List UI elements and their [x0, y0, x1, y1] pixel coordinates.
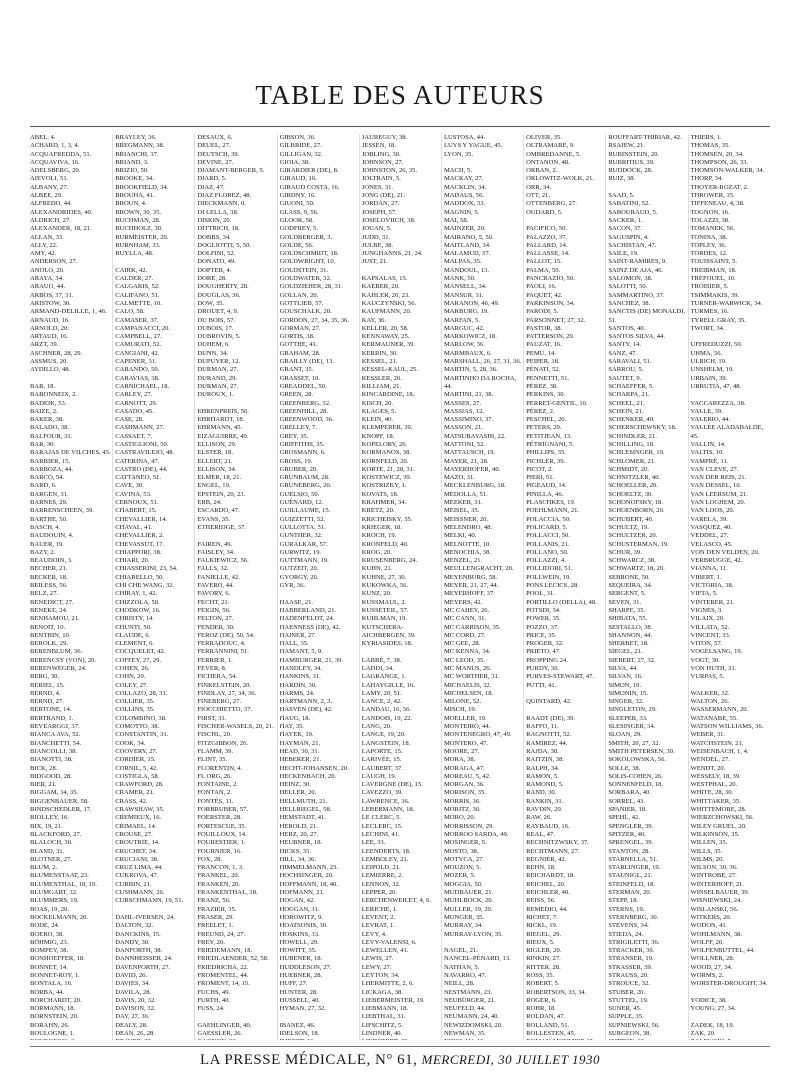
- author-column: THIERS, 1. THOMAS, 35. THOMSEN, 20, 34. THOMPSON, 26, 33. THOMSON-WALKER, 34. THORP, 34. THOYER-ROZAT, 2. THROWER, 35. TIFFENEAU, 4, 38. TOGNON, 16. TOLAZZI, 38. TOMANEK, 56. TONINA, 38. TOPLEY, 36. TORDES, 12. TOUISSAINT, 5. TREIBMAN, 18. TREFOUEL, 10. TROISIER, 5. TSIMMAKIS, 39. TURNER-WARWICK, 34. TURMES, 16. TYRELL GRAY, 35. TWORT, 34. UFFREDUZZI, 50. UHMA, 56. ULRICH, 19. UNSHELM, 19. URBAIN, 39. URRUTIA, 47, 48. VACCAREZZA, 38. VALLE, 39. VALERIO, 44. VALLÉE ALADABALDE, 45. VALLIN, 14. VALTIS, 10. VAMPRÉ, 11. VAN CLEVE, 27. VAN DER REIS, 21. VAN DESSEL, 10. VAN LEERSUM, 21. VAN LOGHEM, 20. VAN LOOS, 20. VARELA, 39. VASQUEZ, 40. VEDDEL, 27. VELASCO, 45. VON DEN VELDEN, 20. VERBRUGGE, 42. VIANNA, 11. VIBERT, 1. VICTORIA, 38. VIFTA, 5. VINTERER, 21. VIGNES, 3. VILAIX, 20. VILLATA, 52. VINCENT, 33. VITON, 57. VOGELSANG, 19. VOGT, 30. VON HUTH, 31. VURPAS, 5. WALKER, 32. WALTON, 26. WASSERMANN, 20. WATANABE, 55. WATSON WILLIAMS, 36. WEBER, 31. WATCHSTEIN, 21. WEISENBACH, 1, 4. WENDEL, 27. WENDT, 20. WESSELY, 18, 39. WESTPHAL, 20. WHITE, 28, 30. WHITTAKER, 35. WHITTEMORE, 28. WIERZCHOWSKI, 56. WILEY GRUEL, 20. WILKINSON, 35. WILLEN, 35. WILLS, 35. WILMS, 20. WILSON, 30, 36. WINTROBE, 27. WINTERHOFF, 21. WINSELBAUER, 39. WISNIEWSKI, 24. WISLANSKI, 56. WITKERS, 20. WODON, 41. WOHLMANN, 38. WOLFF, 20. WOLFENBUTTEL, 44. WOLLNER, 28. WOOD, 27, 34. WORMS, 2. WORSTER-DROUGHT, 34. YODICE, 38. YOUNG, 27, 34. ZADEK, 18, 19. ZAK, 20.: [688, 134, 770, 1040]
- author-column: BRAYLEY, 36. BREGMANN, 38. BRIANCHI, 37. BRIAND, 3. BRIZIO, 50. BROOKE, 34. BROOKFIELD, 34. BROUHA, 41. BROUN, 4. BROWN, 30, 35. BUCHMAN, 28. BUCHHOLZ, 30. BURMEISTER, 20. BURNHAM, 33. BUYLLA, 48. CAIRK, 42. CALDER, 27. CALGARIS, 52. CALIFANO, 51. CALMETTE, 10. CALO, 58. CAMASER, 37. CAMPANACCI, 20. CAMPBELL, 27. CAMURATI, 52. CANGIANI, 42. CAPENER, 31. CARANDO, 50. CARAVIAS, 38. CARNICHAEL, 18. CARLEY, 27. CARNOTT, 29. CASADO, 45. CASE, 28. CASHMANN, 27. CASSAET, 7. CASTIGLIONI, 50. CASTRAVILEJO, 48. CATERINA, 47. CASTRO (DE), 44. CATTANEO, 51. CAVE, 30. CAVINA, 53. CERNOUX, 51. CHABERT, 15. CHEVALLIER, 14. CHAVAL, 41. CHEVALLIER, 2. CHEVASSUT, 17. CHIAPPORI, 38. CHIARI, 20. CHIASSERINI, 23, 54. CHIARELLO, 50. CHI CHE WANG, 32. CHIRAY, 1, 42. CHIZZOLA, 50. CHODKOW, 16. CHRISTY, 14. CHUNTI, 50. CLAUDE, 6. CLEMENT, 6. COCQUELET, 42. COFFEY, 27, 29. COHEN, 26. COHN, 20. COLEY, 27. COLLAZO, 28, 31. COLLIER, 35. COLLINS, 35. COLOMBINO, 38. COMOTTO, 38. CONSTANTIN, 31. COOK, 34. COOVERY, 27. CORDIER, 15. CORNIL, 5, 42. COSTIGLA, 58. CRAWFORD, 28. CRAMER, 21. CRASS, 42. CRAWSHAW, 35. CREMIEUX, 16. CRIMAEL, 14. CROUSE, 27. CROUTRIE, 14. CRUCHET, 34. CRUCIANI, 38. CRUZ LIMA, 44. CUKROVA, 47. CURBIN, 21. CUSHMANN, 26. CURSCHMANN, 19, 51. DAHL-IVERSEN, 24. DALTON, 32. DANCKINS, 15. DANDY, 30. DANFORTH, 38. DANNHEISSER, 24. DAVENPORTH, 27. DAVID, 26. DAVIES, 34. DAVILA, 28. DAVIS, 20, 32. DAVISON, 32. DAY, 27, 36. DEALY, 28. DEAN, 26, 28.: [112, 134, 194, 1040]
- page-title: TABLE DES AUTEURS: [255, 80, 545, 110]
- author-column: LUSTOSA, 44. LUYS Y YAGUE, 45. LYON, 35. MACH, 5. MACKAY, 27. MACKLIN, 34. MADAUS, 56. MADDOX, 33. MAGNIN, 5. MAI, 58. MAINZER, 20. MAIRANO, 5, 50. MAITLAND, 34. MALAMUD, 37. MALPAS, 35. MANDOUL, 13. MANK, 50. MANSELL, 34. MANSUR, 31. MARANON, 46, 49. MARBURG, 19. MARFAN, 5. MARGUC, 42. MARKOWICZ, 18. MARLOW, 36. MARMBAUX, 6. MARSHALL, 26, 27, 31, 36. MARTIN, 5, 28, 36. MARTINHO DA ROCHA, 44. MARTINI, 21, 38. MASSES, 27. MASSIAS, 12. MASSIMINO, 37. MASSON, 21. MATSUBAYASHI, 22. MATTONI, 52. MATTAUSCH, 19. MAYER, 21, 28. MAYERHOFER, 40. MAZO, 31. MECKLENBURG, 18. MEDOLLA, 51. MEEKER, 31. MEISEL, 35. MEISSNER, 20. MELENDRO, 48. MELKI, 40. MELNOTTE, 10. MENOCHIA, 38. MENZEL, 21. MEULLENGRACHT, 20. MEYENBURG, 58. MEYER, 21, 27, 44. MEYERHOFF, 37. MEYERS, 42. MC CAHEY, 26. MC CANN, 31. MC CARRISON, 35. MC CORD, 27. MC GEE, 28. MC KENNA, 34. MC LEOD, 35. MC MANUS, 26. MC WORTHER, 31. MICHAELIS, 32. MICHELSEN, 18. MILONE, 52. MISCH, 19. MOELLER, 19. MONTEIRO, 44. MONTENEGRO, 47, 49. MONTERO, 47. MOORE, 27. MORA, 38. MORAGA, 47. MOREAU, 5, 42. MORGAN, 36. MORISON, 35. MORRIS, 36. MORITZ, 30. MORO, 20. MORRISSON, 29. MORROO SARDA, 49. MOSINGER, 5. MOSTO, 38. MOTYCA, 27. MOUZON, 5. MOZER, 5. MOGGIA, 50. MUDBAUER, 21. MUHLBOCK, 20. MULLER, 19, 20. MUNGER, 35. MURRAY, 34. MURRAY-LYON, 35. NAGEL, 21. NANCEL-PÉNARD, 13. NATHAN, 5. NAVARRO, 47. NEILL, 28. NESTMANN, 23. NEUBÜRGER, 21. NEUFELD, 44. NEUMANN, 24, 40. NEWIZDOMSKI, 20. NEWMAN, 35.: [441, 134, 523, 1040]
- author-column: OLIVER, 35. OLTRAMARE, 9. OMBREDANNE, 5. ONTANON, 48. ORBAN, 2. ORLOWITZ-WOLK, 21. ORR, 34. OTT, 21. OTTENBERG, 27. OUDARD, 5. PACIFICO, 50. PALAZZO, 37. PALLARD, 14. PALLASSE, 14. PALLOT, 15. PALMA, 50. PANCRAZIO, 50. PAOLI, 16. PAQUET, 42. PARKINSON, 34. PARODI, 5. PARSONNET, 27, 32. PASTOR, 38. PATTERSON, 29. PAUZAT, 16. PEMU, 14. PEIPER, 18. PÉNATI, 52. PENNETTI, 51. PÉREZ, 38. PERKINS, 30. PERRET-GENTIL, 10. PÉREZ, 2. PESCHEL, 20. PETERS, 29. PETITJEAN, 13. PÉTRIGNANI, 5. PHILLIPS, 35. PICHLER, 39. PICOT, 2. PIERI, 51. PIGEAUD, 14. PINILLA, 46. PLASCHKES, 19. POEHLMANN, 21. POLACCIA, 50. POLICARD, 5. POLLACCI, 50. POLLANIS, 21. POLLANO, 50. POLLAZZI, 4. POLLIDORI, 51. POLLWEIN, 19. PONS LECICS, 28. POOL, 31. PORTILLO (DELLA), 48. POTSDI, 34. POWER, 35. POZZO, 37. PRICE, 35. PROGER, 32. PRIETO, 47. PROPPING 24. PURDY, 36. PURVES-STEWART, 47. PUTTI, 41. QUINTARD, 42. RAADT (DE), 39. RAFFO, 11. RAGNOTTI, 52. RAMIREZ, 44. RAJDA, 38. RAITZIN, 38. RALPH, 34. RAMON, 5. RAMOND, 5. RAND, 30. RANKIN, 31. RAVDIN, 29. RAW, 26. RAYBAUD, 16. REAL, 47. RECHNITZWSKY, 37. RECHTMANN, 27. REGNIER, 42. REHN, 18. REICHARDT, 18. REICHEL, 20. REICHLER, 40. REISS, 56. REMEDIO, 44. RICHET, 7. RICKL, 19. RIEGEL, 29. RIEUX, 5. RIGLER, 20. RINKIN, 27. RITTER, 28. ROSS, 35. ROBERT, 5. ROBERTSON, 33, 34. ROGER, 6. ROHR, 18. ROLDAN, 47. ROLLAND, 51. ROLLESTEN, 45.: [523, 134, 605, 1040]
- author-column: ABEL, 4. ACHARD, 1, 3, 4. ACQUAFREDDA, 51. ACQUAVIVA, 16. ADELSBERG, 20. AIEVOLI, 51. ALBANY, 27. ALBEE, 29. ALFREDO, 44. ALEXANDRIDES, 40. ALDRICH, 27. ALEXANDER, 18, 21. ALLAN, 33. ALLY, 22. AMY, 42. ANDERSON, 27. ANOLO, 20. ARAYA, 34. ARAUO, 44. ARBOS, 37, 31. ARISTOW, 30. ARMAND-DELILLE, 1, 46. ARNAUD, 16. ARNOLD, 20. ARTAUD, 16. ARZT, 39. ASCHNER, 28, 29. ASSMUS, 20. AYDILLO, 48. BAB, 18. BABONNEIX, 2. BADEIK, 53. BAIZE, 2. BAKER, 38. BALADO, 38. BALFOUR, 31. BAR, 30. BARAJAS DE VILCHES, 45. BARBIER, 15. BARBOZA, 44. BARCO, 54. BARD, 6. BARGEN, 31. BARNES, 29. BARRENSCHEEN, 39. BARTHE, 50. BASCH, 4. BAUDOUIN, 4. BAUER, 19. BAZY, 2. BEAUDOIN, 3. BECHER, 21. BECKER, 18. BEILESS, 56. BELZ, 27. BENEDICT, 27. BENEKE, 24. BENHAMOU, 21. BENOIT, 10. BENTHIN, 10. BEROLK, 29. BERENBLUM, 36. BERENCSY (VON), 20. BERENWEGER, 24. BERG, 30. BERIEL, 15. BERND, 4. BERND, 27. BERTONE, 14. BERTRAND, 1. BEVEARGGI, 37. BIANCA AVA, 52. BIANCHETTI, 54. BIANCOLLI, 38. BIANOTTI, 38. BICK, 28. BIDGOOD, 28. BIER, 21. BIGGAM, 34, 35. BIGGENBAUER, 58. BINDSCHEDLER, 17. BIOLLEY, 16. BIX, 19, 21. BLACKFORD, 27. BLALOCH, 30. BLAND, 31. BLOTNER, 27. BLUM, 2. BLUMENSTAAT, 23. BLUMENTHAL, 18, 19. BLUMGART, 32. BLUMMERS, 19. BOAS, 19, 20. BOCKELMANN, 20. BODE, 24. BOERO, 38. BÖHMIG, 23. BOMPEY, 38. BONHOEFFER, 18. BONNET, 14. BONNET-ROY, 1. BONTALA, 16. BORBA, 44. BORCHARDT, 20. BORMANN, 18. BORNSTEIN, 20. BORAHN, 26. BOULOGNE, 1.: [30, 134, 111, 1038]
- page-footer: [0, 1052, 800, 1069]
- author-column: JAUREGUY, 38. JESSEN, 18. JOBLING, 30. JOHNSON, 27. JOHNSTON, 26, 35. JOLTRAIN, 5. JONES, 31. JONG (DE), 21. JORDAN, 27. JOSEPH, 57. JOSELOVIICH, 38. JOUAN, 5. JUDD, 31. JULBE, 38. JUNGHANNS, 21, 24. JUST, 21. KAPSALAS, 15. KAEBER, 20. KAHLER, 20, 23. KAUCZYNSKI, 56. KAUFMANN, 20. KAY, 36. KELLER, 20, 58. KENNAWAY, 25. KERMAUNER, 39. KERRIN, 30. KESSEL, 21. KESSEL-KAUL, 25. KESSLER, 20. KILLIAM, 21. KINCARDINE, 18. KISCH, 20. KLAGES, 5. KLEIN, 40. KLEMPERER, 39. KNOPF, 18. KOPELORY, 26. KORMANOS, 38. KORNFELD, 20. KORTE, 21, 28, 31. KOSTEWICZ, 39. KOSTRIZKY, 1. KOVATS, 18. KRAHMER, 34. KRETZ, 20. KRICHEISKY, 35. KRIEGER, 18. KROCH, 19. KRONFELD, 40. KROG, 20. KRUSENBERG, 24. KUHN, 21. KUHNE, 27, 30. KUKOWKA, 56. KUNZ, 20. KUSSMAUL, 2. KUSSETEIL, 57. KUHLMAN, 19. KUTSCHERA-AICHBERGEN, 39. KYRIASIDES, 18. LABBÉ, 7, 38. LADDI, 34. LAGRANGE, 1. LAHAYGILLE, 16. LAMY, 20, 51. LANCE, 2, 42. LANDAU, 16, 56. LANDOIS, 19, 22. LANG, 20. LANGE, 19, 20. LANGSTEIN, 18. LAPORTE, 15. LARIVÉE, 15. LAUBERT, 37. LAUGH, 19. LAVERGNE (DE), 15. LAVEZZO, 39. LAWRENCE, 36. LEBERMANN, 18. LE CLERC, 5. LECLERC, 15. LECHINI, 41. LEE, 33. LEENDERTS, 18. LEMBOLEY, 21. LEIPOLD, 21. LEMIERRE, 2. LENNON, 32. LEPPER, 20. LERCHENWEILET, 4, 6. LERICHE, 1. LEVENT, 2. LEVRAT, 1. LÉVY, 4. LÉVY-VALENSI, 6. LEWELLEN, 41. LEWIS, 27. LEWY, 27. LEYTON, 34. LHERMITTE, 2, 6. LICKAGA, 38. LIEBERMEISTER, 19. LIEBMANN, 18. LIEBTHAL, 31. LIFSCHITZ, 5. LINDNER, 40.: [359, 134, 441, 1040]
- title-rule: [30, 126, 770, 127]
- issue-date: MERCREDI, 30 JUILLET 1930: [421, 1052, 600, 1067]
- author-column: ROUFFART-THIRIAR, 42. RSAJEW, 21. RUBINSTEIN, 20. RUBRITIUS, 39. RUDDOCK, 28. RUIZ, 38. SAAD, 5. SABATINI, 52. SABOURAUD, 5. SACKER, 1. SACON, 37. SAGUSPIN, 4. SACHISTAN, 47. SAILE, 19. SAINT-RAMIRES, 9. SAINZ DE AJA, 46. SALOMON, 38. SALOTTI, 50. SAMMARTINO, 37. SANCHEZ, 38. SANCTIS (DE) MONALDI, 51. SANTOS, 40. SANTOS SILVA, 44. SANTY, 14. SANZ, 47. SARAVALI, 51. SARROU, 5. SAUTET, 9. SCHAEFFER, 5. SCHARPA, 21. SCHEEL, 21. SCHEIN, 21. SCHENKER, 40. SCHERSCHEWSKY, 18. SCHINDLER, 21. SCHILLING, 18. SCHLESINGER, 19. SCHLOMER, 21. SCHMIDT, 20. SCHNITZLER, 40. SCHOELLER, 20. SCHOELTZ, 30. SCHONOFSKY, 18. SCHOENBORN, 20. SCHUBERT, 40. SCHULTZ, 19. SCHULTZER, 20. SCHUSTERMAN, 19. SCHUR, 39. SCHWARCZ, 38. SCHWARTZ, 18, 20. SEBRONE, 50. SEQUEIRA, 34. SERGENT, 5. SEVEN, 31. SHARPE, 35. SHIBATA, 55. SESTALLO, 38. SHANNON, 44. SHERBET, 18. SIEGEL, 21. SIEBERT, 27, 32. SILVA, 44. SILVAN, 16. SIMON, 19. SIMONIN, 15. SINGER, 32. SINGLETON, 29. SLEEPER, 33. SLESINGER, 34. SLOAN, 29. SMITH, 20, 27, 32. SMITH PETERSEN, 30. SOKOLOWSKA, 56. SOLLE, 38. SOLIS-COHEN, 26. SONNENFELD, 18. SORBARA, 40. SORREL, 43. SPANIER, 18. SPEHL, 42. SPENGLER, 39. SPITZER, 40. SPRENGEL, 39. STANTON, 28. STARNELLA, 51. STARLINGER, 19. STAUNIGL, 21. STEINFELD, 18. STERMAN, 20. STEPP, 18. STERNS, 19. STERNBERG, 30. STEVENS, 34. STIEDA, 24. STRIGILETTI, 36. STRACKER, 39. STRANSER, 19. STRASSER, 39. STRAUSS, 20. STROUCE, 32. STUBER, 20. STUTTEL, 19. SUNER, 45. SUPPLE, 35. SUPNIEWSKI, 56. SURGEON, 38.: [605, 134, 687, 1040]
- author-index-columns: [30, 134, 770, 1040]
- author-column: DESAUX, 6. DEUEL, 27. DEUTSCH, 39. DEVINE, 27. DIAMANT-BERGER, 5. DIARD, 5. DIAZ, 47. DIAZ FLOREZ, 48. DIECKMANN, 0. DI LELLA, 38. DISKIN, 20. DITTRICH, 18. DOBBS, 34. DOGLIOTTI, 5, 50. DOLFINI, 52. DONATO, 49. DOPTER, 4. DORE, 28. DOUGHERTY, 28. DOUGLAS, 36. DOW, 35. DROUET, 4, 9. DU BOIS, 57. DUBOIS, 17. DUBROVIN, 5. DUHEM, 6. DUNN, 34. DUPUYER, 12. DURMAN, 27. DURAND, 29. DURMAN, 27. DUROUX, 1. EHRENPREIS, 56. EHRHARDT, 18. EHRMANN, 45. EIZAGUIRRE, 49. ELLISON, 29. ELSTER, 18. ELLERT, 21. ELLISON, 34. ELMER, 18, 21. ENGEL, 19. EPSTEIN, 20, 23. ERB, 24. ESCARDO, 47. EVANS, 35. ETHERIDGE, 37. FAIREN, 49. FAISLEY, 34. FALKIEWICZ, 56. FALLS, 32. FANIELLE, 42. FAVERO, 44. FAVORY, 6. FECHT, 21. FEIGIN, 56. FELTON, 27. FENDER, 30. FEROZ (DE), 50, 54. FERRADOUC, 4. FERRANNINI, 51. FERRIER, 1. FEVER, 8. FICHERA, 54. FINKELSTEIN, 20. FINDLAY, 27, 34, 36. FINEBERG, 27. FIOCCHIETTO, 37. FIRST, 31. FISCHER-WASELS, 20, 21. FISCHL, 20. FITZGIBBON, 26. FLAMM, 39. FLINT, 35. FLORENTIN, 4. FL ORG, 26. FONTAINE, 2. FONTAN, 2. FONTÈS, 11. FORBRUBER, 57. FOERSTER, 28. FORTESCUE, 35. FOUILLOUX, 14. FOURESTIER, 1. FOURNIER, 16. FOX, 28. FRANCON, 1, 3. FRANKEL, 20. FRANKEN, 20. FRANKENTHAL, 18. FRANZ, 56. FRAZIER, 35. FRASER, 29. FREELET, 1. FREUND, 24, 27. FREY, 20. FRIEDEMANN, 18. FRIEDLAENDER, 52, 58. FRIEDRICHA, 22. FROMENTEL, 44. FROMENT, 14, 15. FUCHS, 49. FURTH, 40. FUSS, 24. GAEHLINGER, 40. GAESSLER, 26.: [194, 134, 276, 1040]
- footer-rule: [30, 1046, 770, 1047]
- author-column: GIBSON, 36. GILBRIDE, 27. GILLIGAN, 32. GIOIA, 38. GIRARDIER (DE), 8. GIRAUD, 16. GIRAUD COSTA, 16. GIRDNY, 16. GIUONI, 50. GLASS, 9, 56. GLOOR, 58. GODFREY, 5. GOLDBERGER, 3. GOLDE, 56. GOLDSCHMIDT, 18. GOLDWRIGHT, 10. GOLDSTEIN, 31. GOLDWATER, 32. GOLDZIEHER, 28, 31. GOLLAN, 20. GOTTLIEB, 57. GOUSCHALK, 20. GORDON, 27, 34, 35, 36. GORMAN, 27. GORTIS, 38. GOTTHE, 41. GRAHAM, 28. GRAILLY (DE), 13. GRANT, 35. GRASSET, 10. GREADDEL, 50. GREEN, 28. GREENBERG, 32. GREENHILL, 28. GREENWOOD, 36. GRELLEY, 7. GREY, 35. GRIFFITHS, 35. GROSMANN, 6. GROSS, 19. GRUBER, 20. GRUNBAUM, 28. GRUNEBERG, 20. GUELSIO, 50. GUÉNARD, 12. GUILLAUME, 15. GUIZZETTI, 52. GULLOTTA, 51. GUNTHER, 32. GURALKAR, 57. GURWITZ, 19. GUTTMANN, 19. GUTZEIT, 20. GYORGY, 20. GYR, 36. HAASE, 21. HABBERLAND, 21. HADENFELDT, 24. HAENNESS (DE), 42. HAINER, 27. HALL, 35. HAMANT, 5, 9. HAMBURGER, 21, 39. HANDLEY, 34. HANKINS, 31. HARDIN, 30. HARMS, 24. HARTMANN, 2, 3. HASVEN (DE), 42. HAUG, 18. HAY, 35. HAYEK, 19. HAYMAN, 21. HEAD, 30, 31. HEBERER, 21. HECHT-JOHANSEN, 20. HECKENBACH, 20. HEINZ, 30. HELLER, 20. HELLMUTH, 21. HELLRIEGEL, 58. HEMSTADT, 41. HEROLD, 21. HERZ, 20, 27. HEUBNER, 18. HICKS, 35. HILL, 34, 36. HIMMELMANN, 23. HOCHSINGER, 20. HOFFMANN, 18, 40. HOFMANN, 21. HOGAN, 42. HOGGAN, 31. HOROWITZ, 9. HOATSONIS, 30. HOSKINS, 33. HOWELL, 29. HOWITT, 35. HUBENER, 18. HUDDLESON, 27. HUEBNER, 28. HUFF, 27. HUNTER, 28. HUSSELL, 40. HYMAN, 27, 32. IBANEZ, 46. IDELSON, 18.: [277, 134, 359, 1040]
- journal-issue: LA PRESSE MÉDICALE, N° 61,: [200, 1052, 418, 1068]
